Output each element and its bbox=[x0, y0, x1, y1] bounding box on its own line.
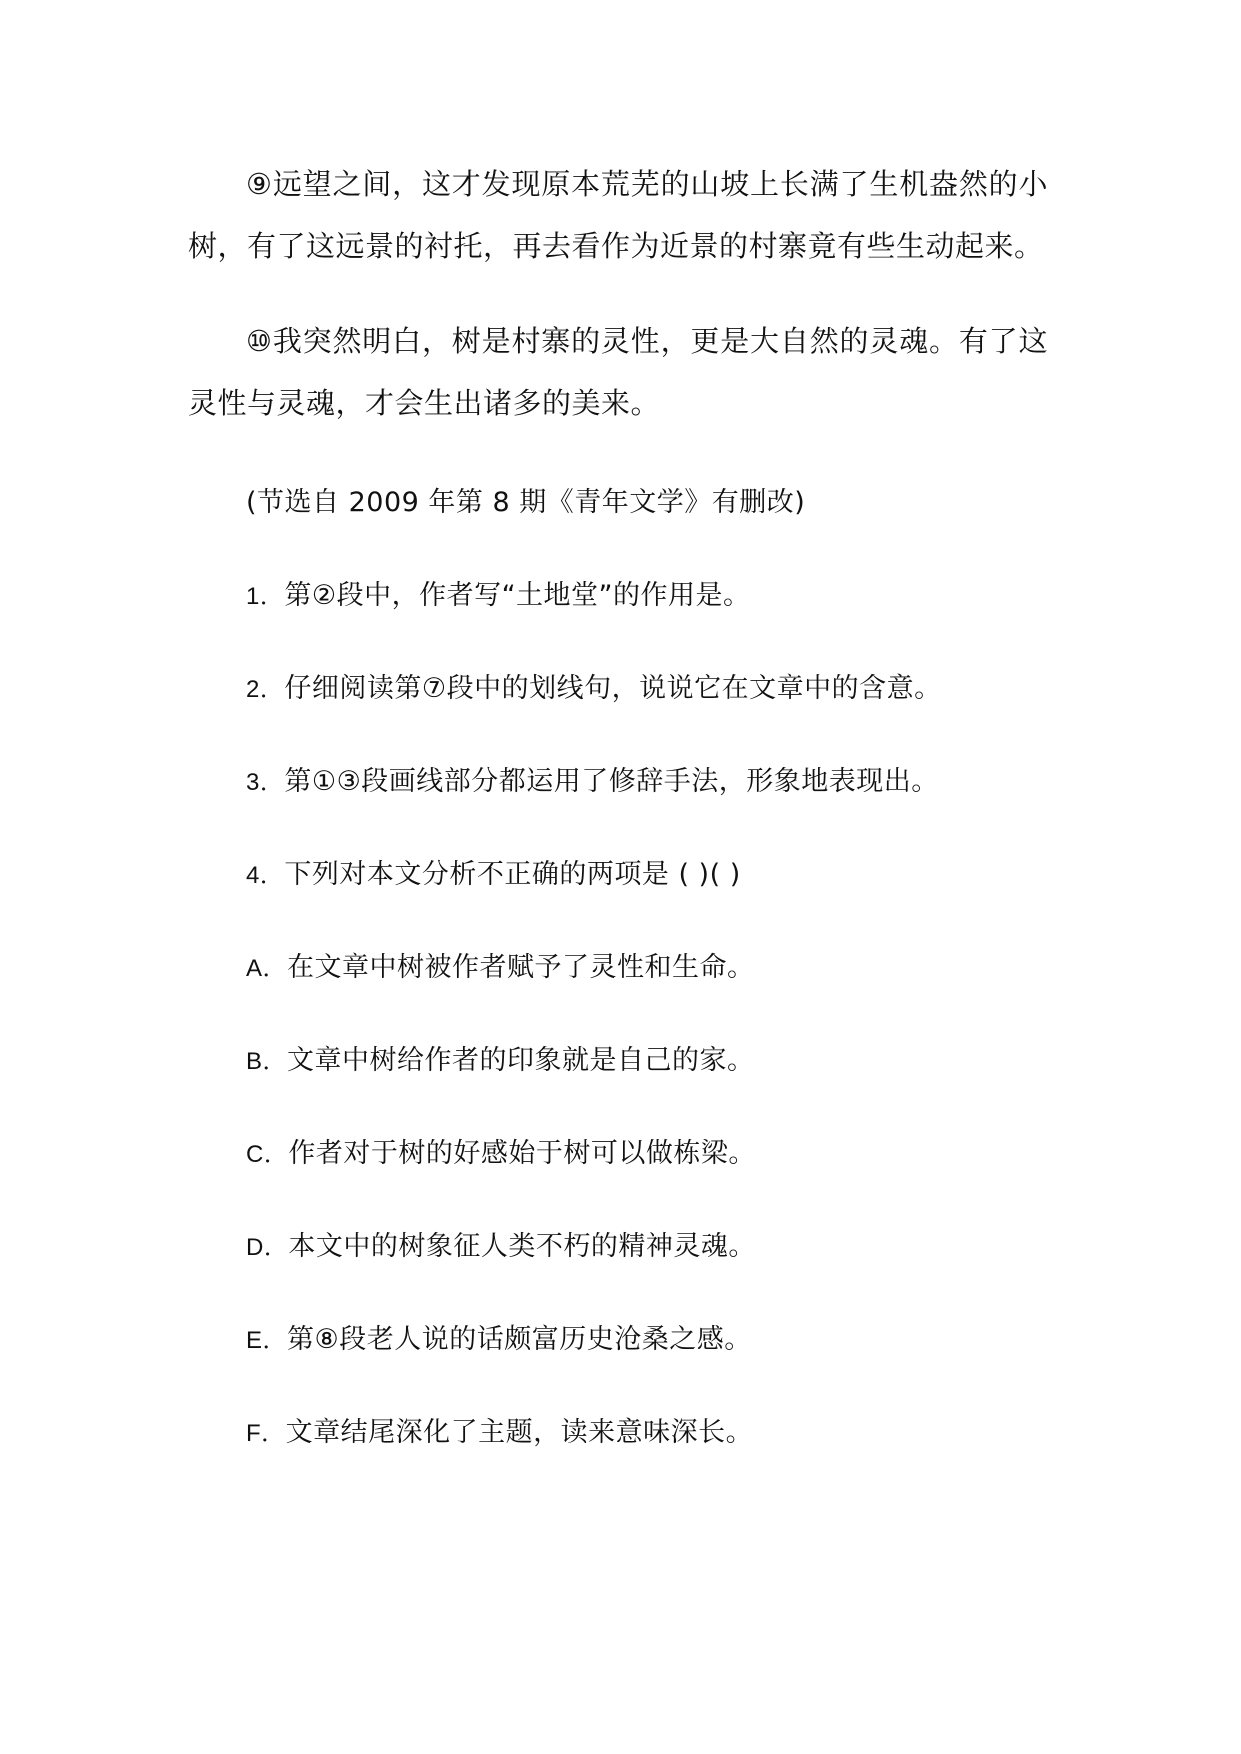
option-c bbox=[246, 1134, 756, 1175]
option-d bbox=[246, 1227, 756, 1268]
option-text: 第⑧段老人说的话颇富历史沧桑之感。 bbox=[287, 1324, 752, 1355]
option-e bbox=[246, 1320, 752, 1361]
question-number: 3． bbox=[246, 769, 285, 796]
question-text: 第②段中，作者写“土地堂”的作用是。 bbox=[284, 580, 751, 611]
question-text: 第①③段画线部分都运用了修辞手法，形象地表现出。 bbox=[284, 766, 939, 797]
question-1 bbox=[246, 576, 751, 617]
option-text: 作者对于树的好感始于树可以做栋梁。 bbox=[288, 1138, 756, 1169]
option-b bbox=[246, 1041, 755, 1082]
option-letter: F． bbox=[246, 1420, 286, 1447]
option-letter: C． bbox=[246, 1141, 289, 1168]
question-number: 2． bbox=[246, 676, 285, 703]
question-number: 1． bbox=[246, 583, 285, 610]
question-text: 仔细阅读第⑦段中的划线句，说说它在文章中的含意。 bbox=[284, 673, 942, 704]
option-letter: E． bbox=[246, 1327, 288, 1354]
option-text: 在文章中树被作者赋予了灵性和生命。 bbox=[287, 952, 755, 983]
question-text: 下列对本文分析不正确的两项是 ( )( ) bbox=[284, 859, 741, 890]
question-3 bbox=[246, 762, 939, 803]
option-a bbox=[246, 948, 755, 989]
source-note: (节选自 2009 年第 8 期《青年文学》有删改) bbox=[246, 487, 806, 518]
option-letter: D． bbox=[246, 1234, 289, 1261]
question-4 bbox=[246, 855, 741, 896]
option-f bbox=[246, 1413, 753, 1454]
paragraph-10: ⑩我突然明白，树是村寨的灵性，更是大自然的灵魂。有了这灵性与灵魂，才会生出诸多的美来。 bbox=[188, 324, 1048, 420]
option-text: 本文中的树象征人类不朽的精神灵魂。 bbox=[288, 1231, 756, 1262]
question-number: 4． bbox=[246, 862, 285, 889]
question-2 bbox=[246, 669, 942, 710]
option-text: 文章结尾深化了主题，读来意味深长。 bbox=[285, 1417, 754, 1448]
option-letter: B． bbox=[246, 1048, 288, 1075]
option-letter: A． bbox=[246, 955, 288, 982]
option-text: 文章中树给作者的印象就是自己的家。 bbox=[287, 1045, 755, 1076]
paragraph-9: ⑨远望之间，这才发现原本荒芜的山坡上长满了生机盎然的小树，有了这远景的衬托，再去看作为近景的村寨竟有些生动起来。 bbox=[188, 167, 1048, 263]
